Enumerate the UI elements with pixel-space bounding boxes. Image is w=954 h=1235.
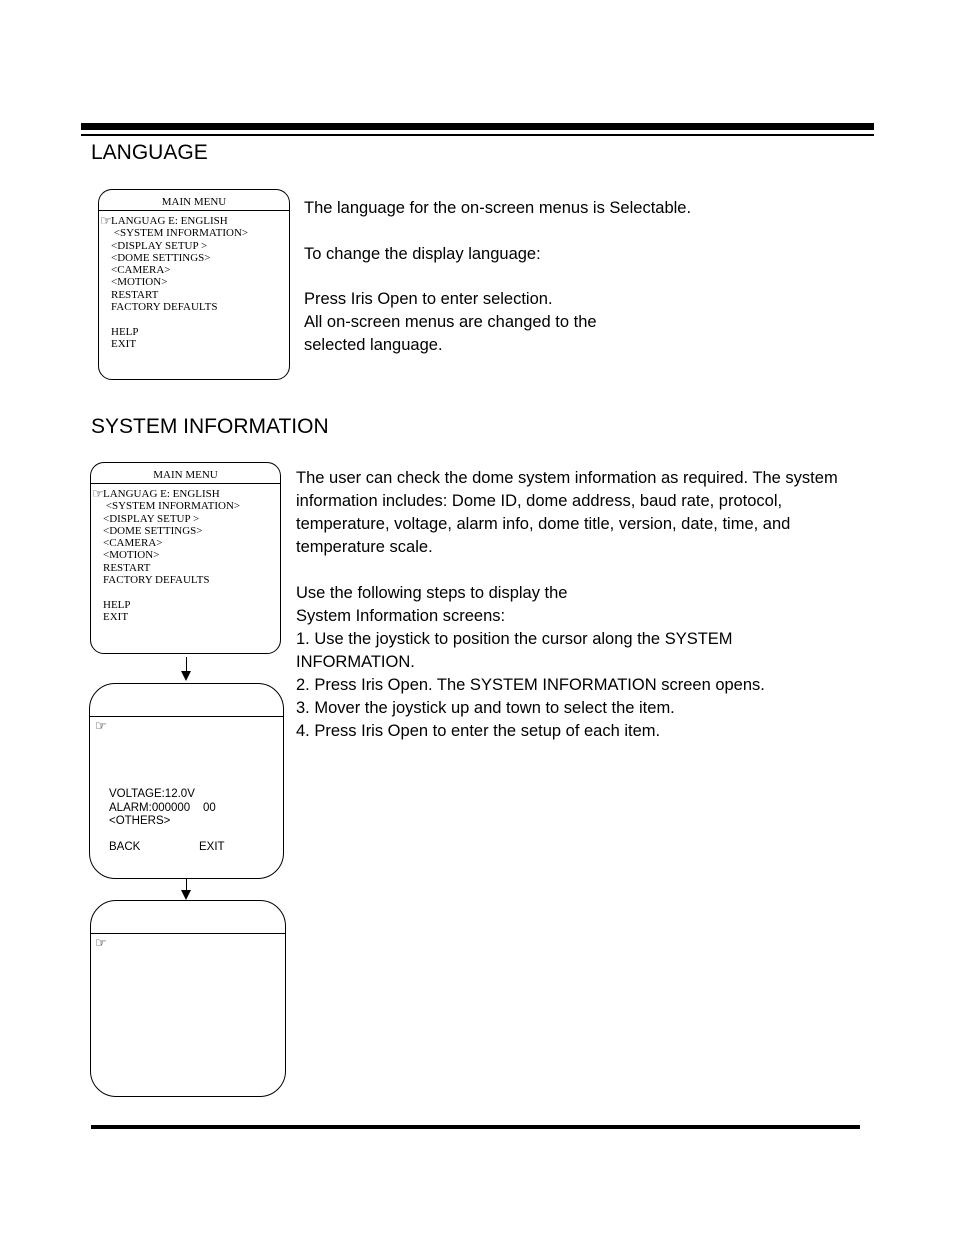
pointing-hand-icon: ☞ xyxy=(95,718,107,733)
screen-divider xyxy=(91,933,285,934)
system-info-values xyxy=(109,788,216,829)
menu-item-display-setup: <DISPLAY SETUP > xyxy=(111,239,208,252)
menu-item-exit: EXIT xyxy=(111,337,137,350)
menu-item-camera: <CAMERA> xyxy=(103,537,163,550)
system-paragraph: The user can check the dome system information as required. The system xyxy=(296,469,838,487)
arrow-down-icon xyxy=(181,671,191,681)
flow-arrow-line xyxy=(186,657,188,671)
menu-item-restart: RESTART xyxy=(103,561,151,574)
language-paragraph: Press Iris Open to enter selection. xyxy=(304,290,553,308)
menu-title: MAIN MENU xyxy=(161,196,227,208)
exit-option: EXIT xyxy=(199,841,225,853)
system-information-description xyxy=(296,467,838,743)
top-rule-thick xyxy=(81,123,874,130)
system-main-menu-panel xyxy=(90,462,281,654)
menu-item-system-information: <SYSTEM INFORMATION> xyxy=(105,500,241,513)
back-option: BACK xyxy=(109,841,141,853)
language-paragraph: All on-screen menus are changed to the xyxy=(304,313,597,331)
others-item: <OTHERS> xyxy=(109,815,171,827)
language-paragraph: The language for the on-screen menus is Selectable. xyxy=(304,199,692,217)
menu-divider xyxy=(91,483,280,484)
system-step: INFORMATION. xyxy=(296,653,415,671)
system-paragraph: Use the following steps to display the xyxy=(296,584,568,602)
language-heading: LANGUAGE xyxy=(91,141,208,164)
system-information-heading: SYSTEM INFORMATION xyxy=(91,415,329,438)
top-rule-thin xyxy=(81,134,874,136)
menu-divider xyxy=(99,210,289,211)
screen-divider xyxy=(90,716,283,717)
system-step: 1. Use the joystick to position the cursor along the SYSTEM xyxy=(296,630,733,648)
menu-item-factory-defaults: FACTORY DEFAULTS xyxy=(111,301,218,314)
language-paragraph: To change the display language: xyxy=(304,245,541,263)
menu-item-help: HELP xyxy=(103,598,131,611)
system-paragraph: System Information screens: xyxy=(296,607,506,625)
menu-item-help: HELP xyxy=(111,325,139,338)
menu-item-language: LANGUAG E: ENGLISH xyxy=(111,215,228,227)
menu-item-restart: RESTART xyxy=(111,288,159,301)
system-step: 2. Press Iris Open. The SYSTEM INFORMATION screen opens. xyxy=(296,676,765,694)
system-information-next-screen xyxy=(90,900,286,1097)
menu-item-camera: <CAMERA> xyxy=(111,264,171,277)
system-step: 3. Mover the joystick up and town to select the item. xyxy=(296,699,675,717)
system-step: 4. Press Iris Open to enter the setup of each item. xyxy=(296,722,661,740)
pointing-hand-icon: ☞ xyxy=(95,935,107,950)
menu-item-factory-defaults: FACTORY DEFAULTS xyxy=(103,574,210,587)
menu-title: MAIN MENU xyxy=(153,469,218,481)
system-paragraph: temperature, voltage, alarm info, dome title, version, date, time, and xyxy=(296,515,791,533)
pointing-hand-icon: ☞ xyxy=(100,213,112,228)
flow-arrow-line xyxy=(186,879,188,890)
menu-spacer xyxy=(111,313,248,325)
system-paragraph: temperature scale. xyxy=(296,538,433,556)
language-paragraph: selected language. xyxy=(304,336,443,354)
arrow-down-icon xyxy=(181,890,191,900)
alarm-value: ALARM:000000 00 xyxy=(109,801,216,814)
menu-item-motion: <MOTION> xyxy=(103,549,160,562)
system-information-screen xyxy=(89,683,284,879)
menu-item-exit: EXIT xyxy=(103,610,129,623)
system-paragraph: information includes: Dome ID, dome address, baud rate, protocol, xyxy=(296,492,783,510)
menu-item-system-information: <SYSTEM INFORMATION> xyxy=(113,227,249,240)
menu-item-motion: <MOTION> xyxy=(111,276,168,289)
bottom-rule xyxy=(91,1125,860,1129)
language-description xyxy=(304,197,691,357)
menu-spacer xyxy=(103,586,240,598)
menu-list xyxy=(103,488,240,623)
menu-list xyxy=(111,215,248,350)
menu-item-language: LANGUAG E: ENGLISH xyxy=(103,488,220,500)
menu-item-dome-settings: <DOME SETTINGS> xyxy=(103,524,203,537)
menu-item-display-setup: <DISPLAY SETUP > xyxy=(103,512,200,525)
menu-item-dome-settings: <DOME SETTINGS> xyxy=(111,251,211,264)
voltage-value: VOLTAGE:12.0V xyxy=(109,788,195,800)
language-main-menu-panel xyxy=(98,189,290,380)
pointing-hand-icon: ☞ xyxy=(92,486,104,501)
